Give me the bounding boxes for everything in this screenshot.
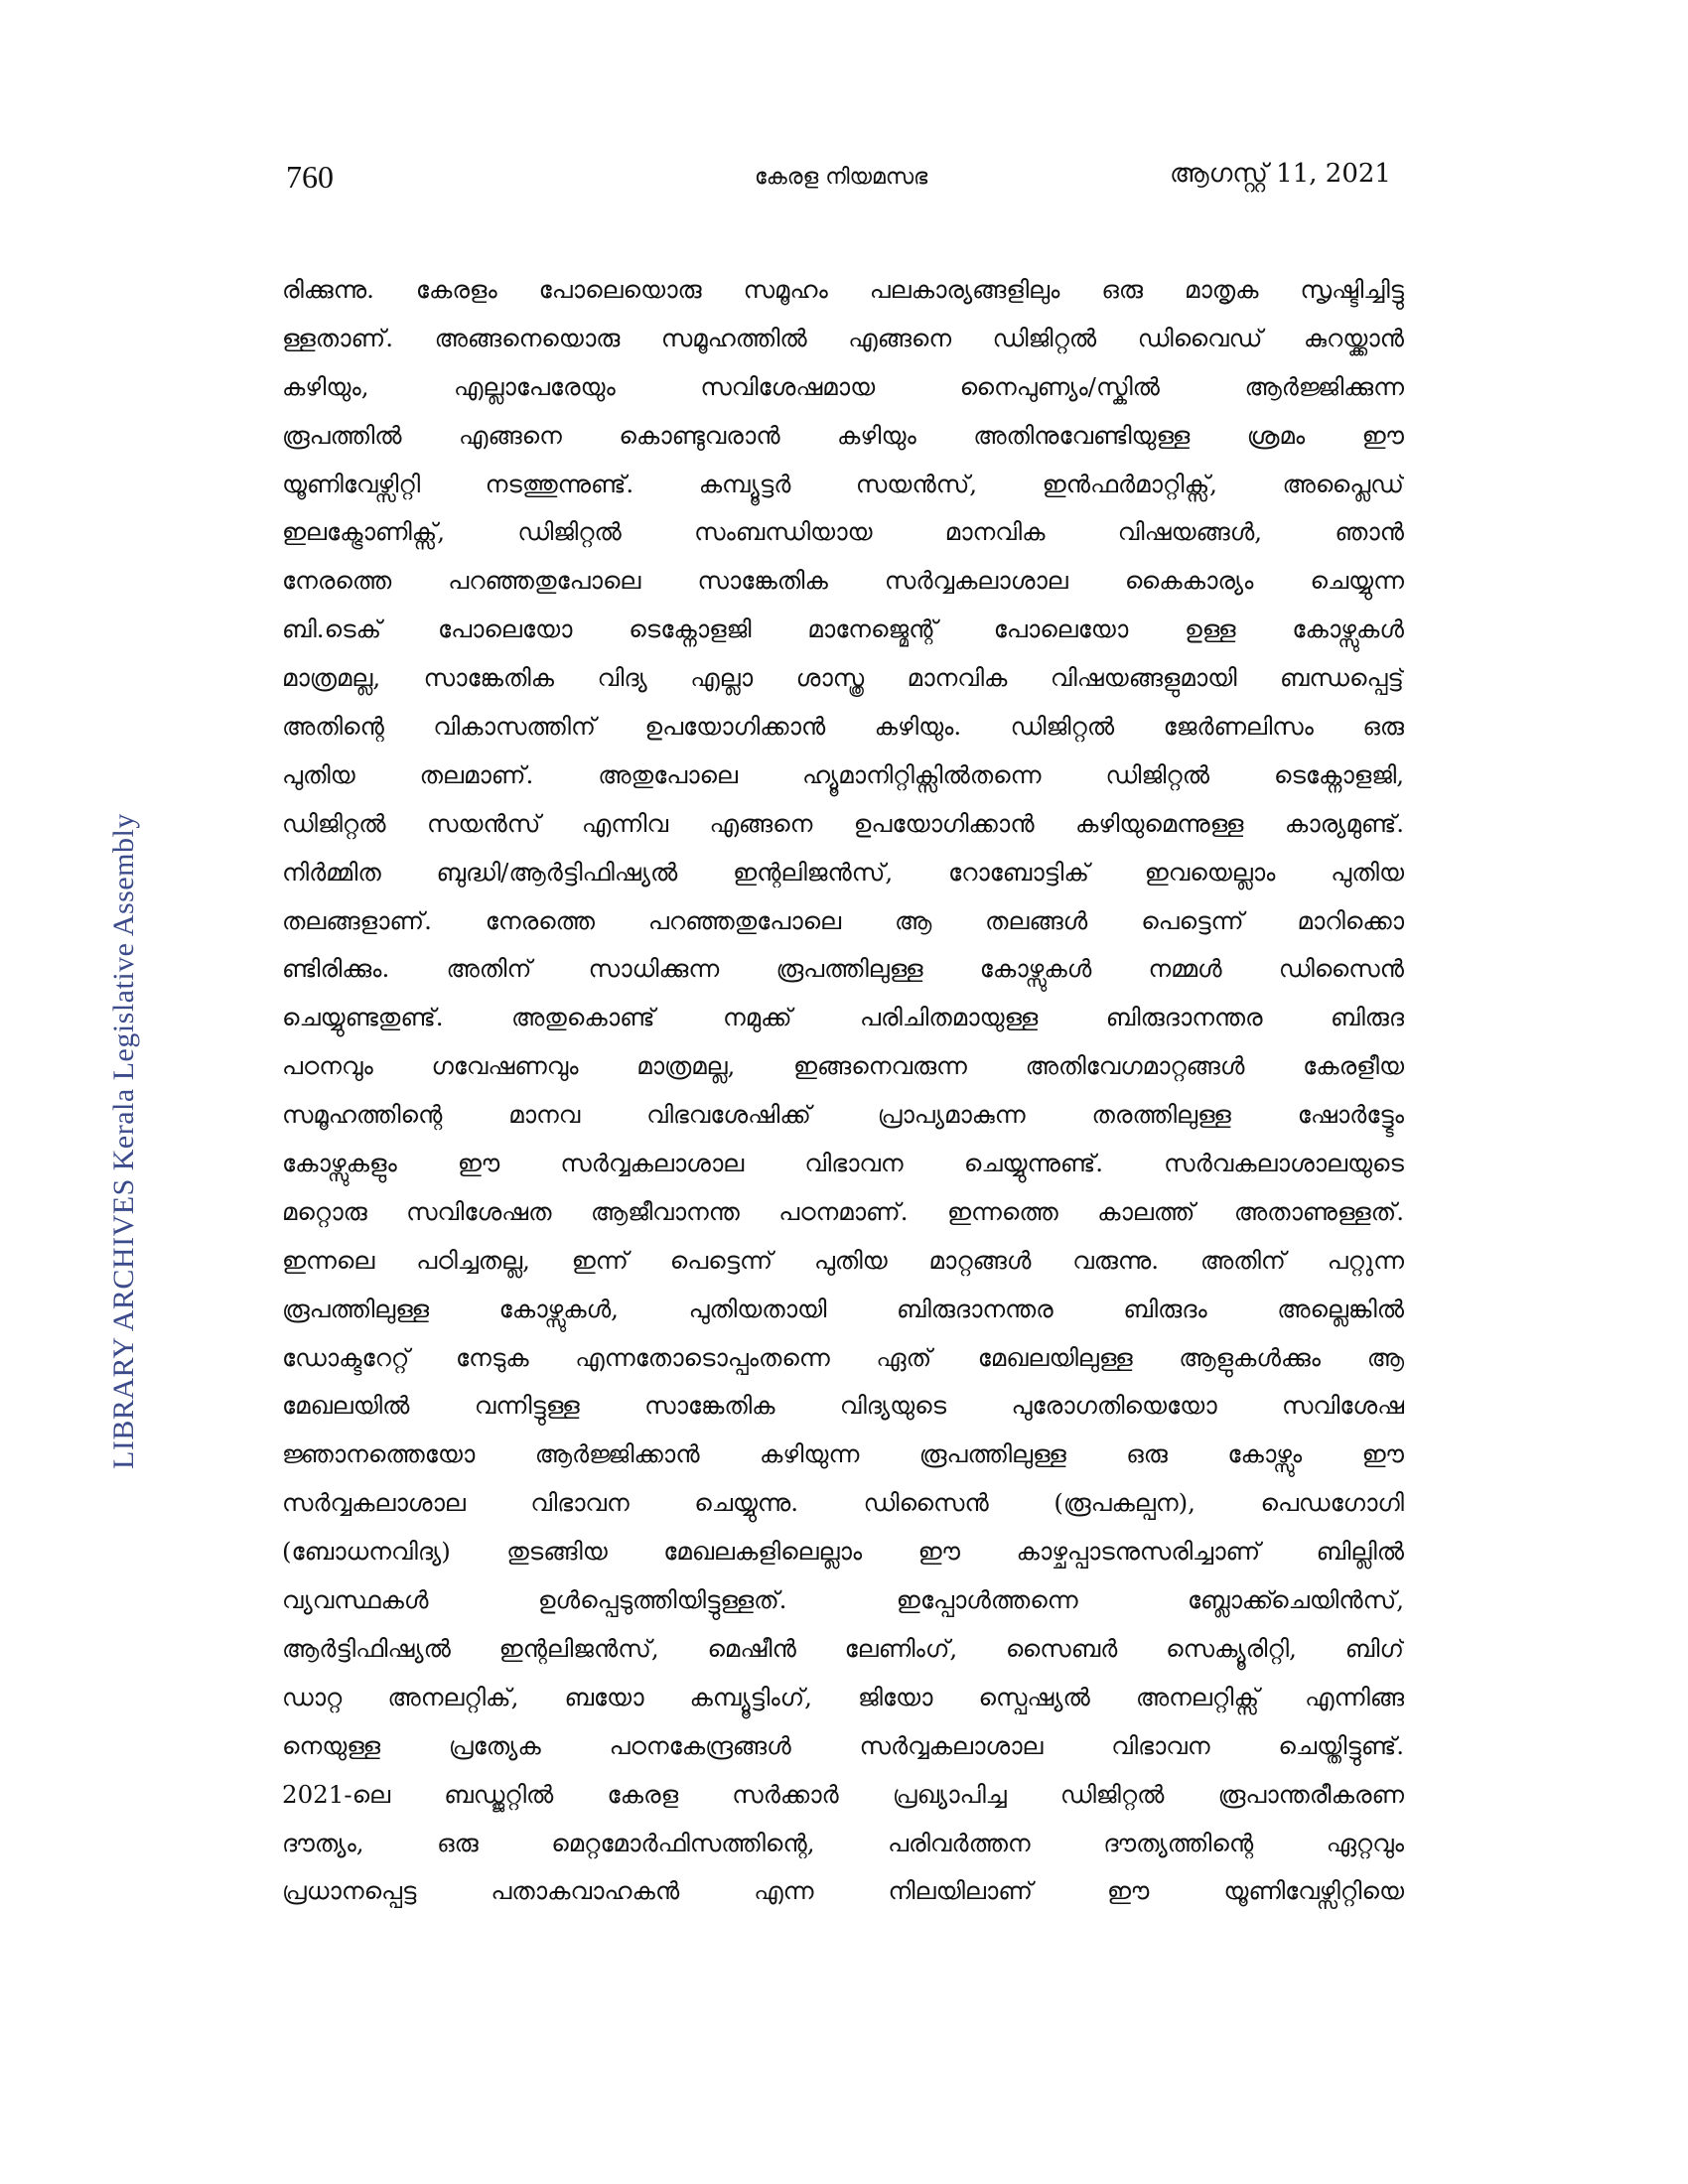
text-line: രിക്കുന്നു. കേരളം പോലെയൊരു സമൂഹം പലകാര്യങ്ങളിലും ഒരു മാതൃക സൃഷ്ടിച്ചിട്ടു [282,275,1404,304]
text-line: ബി.ടെക് പോലെയോ ടെക്നോളജി മാനേജ്മെന്റ് പോലെയോ ഉള്ള കോഴ്സുകൾ [282,614,1404,644]
text-line: രൂപത്തിൽ എങ്ങനെ കൊണ്ടുവരാൻ കഴിയും അതിനുവേണ്ടിയുള്ള ശ്രമം ഈ [282,420,1404,450]
text-line: ഇലക്ട്രോണിക്സ്, ഡിജിറ്റൽ സംബന്ധിയായ മാനവിക വിഷയങ്ങൾ, ഞാൻ [282,517,1404,547]
text-line: ഡാറ്റ അനലറ്റിക്, ബയോ കമ്പ്യൂട്ടിംഗ്, ജിയോ സ്പെഷ്യൽ അനലറ്റിക്സ് എന്നിങ്ങ [282,1682,1404,1711]
text-line: സമൂഹത്തിന്റെ മാനവ വിഭവശേഷിക്ക് പ്രാപ്യമാകുന്ന തരത്തിലുള്ള ഷോർട്ട്ടേം [282,1100,1404,1130]
text-line: ആർട്ടിഫിഷ്യൽ ഇന്റലിജൻസ്, മെഷീൻ ലേണിംഗ്, സൈബർ സെക്യൂരിറ്റി, ബിഗ് [282,1633,1404,1663]
text-line: ഡോക്ടറേറ്റ് നേടുക എന്നതോടൊപ്പംതന്നെ ഏത് മേഖലയിലുള്ള ആളുകൾക്കും ആ [282,1342,1404,1372]
text-line: മറ്റൊരു സവിശേഷത ആജീവാനന്ത പഠനമാണ്. ഇന്നത്തെ കാലത്ത് അതാണുള്ളത്. [282,1196,1404,1226]
text-line: നേരത്തെ പറഞ്ഞതുപോലെ സാങ്കേതിക സർവ്വകലാശാല കൈകാര്യം ചെയ്യുന്ന [282,566,1404,596]
text-line: തലങ്ങളാണ്. നേരത്തെ പറഞ്ഞതുപോലെ ആ തലങ്ങൾ പെട്ടെന്ന് മാറിക്കൊ [282,905,1404,935]
text-line: നെയുള്ള പ്രത്യേക പഠനകേന്ദ്രങ്ങൾ സർവ്വകലാശാല വിഭാവന ചെയ്തിട്ടുണ്ട്. [282,1730,1404,1760]
text-line: യൂണിവേഴ്സിറ്റി നടത്തുന്നുണ്ട്. കമ്പ്യൂട്ടർ സയൻസ്, ഇൻഫർമാറ്റിക്സ്, അപ്ലൈഡ് [282,469,1404,498]
text-line: സർവ്വകലാശാല വിഭാവന ചെയ്യുന്നു. ഡിസൈൻ (രൂപകല്പന), പെഡഗോഗി [282,1488,1404,1518]
text-line: ഡിജിറ്റൽ സയൻസ് എന്നിവ എങ്ങനെ ഉപയോഗിക്കാൻ കഴിയുമെന്നുള്ള കാര്യമുണ്ട്. [282,808,1404,838]
text-line: മേഖലയിൽ വന്നിട്ടുള്ള സാങ്കേതിക വിദ്യയുടെ പുരോഗതിയെയോ സവിശേഷ [282,1391,1404,1421]
text-line: ണ്ടിരിക്കും. അതിന് സാധിക്കുന്ന രൂപത്തിലുള്ള കോഴ്സുകൾ നമ്മൾ ഡിസൈൻ [282,954,1404,984]
text-line: കഴിയും, എല്ലാപേരേയും സവിശേഷമായ നൈപുണ്യം/സ്കിൽ ആർജ്ജിക്കുന്ന [282,371,1404,401]
text-line: മാത്രമല്ല, സാങ്കേതിക വിദ്യ എല്ലാ ശാസ്ത്ര മാനവിക വിഷയങ്ങളുമായി ബന്ധപ്പെട്ട് [282,663,1404,693]
side-watermark: LIBRARY ARCHIVES Kerala Legislative Assembly [107,813,140,1469]
text-line: നിർമ്മിത ബുദ്ധി/ആർട്ടിഫിഷ്യൽ ഇന്റലിജൻസ്, റോബോട്ടിക് ഇവയെല്ലാം പുതിയ [282,857,1404,887]
page-number: 760 [286,159,334,195]
body-text [282,266,1404,1916]
text-line: ജ്ഞാനത്തെയോ ആർജ്ജിക്കാൻ കഴിയുന്ന രൂപത്തിലുള്ള ഒരു കോഴ്സും ഈ [282,1439,1404,1469]
header-date: ആഗസ്റ്റ് 11, 2021 [1170,159,1391,189]
text-line: ള്ളതാണ്. അങ്ങനെയൊരു സമൂഹത്തിൽ എങ്ങനെ ഡിജിറ്റൽ ഡിവൈഡ് കുറയ്ക്കാൻ [282,323,1404,352]
text-line: പുതിയ തലമാണ്. അതുപോലെ ഹ്യൂമാനിറ്റിക്സിൽതന്നെ ഡിജിറ്റൽ ടെക്നോളജി, [282,759,1404,789]
text-line: (ബോധനവിദ്യ) തുടങ്ങിയ മേഖലകളിലെല്ലാം ഈ കാഴ്ചപ്പാടനുസരിച്ചാണ് ബില്ലിൽ [282,1537,1404,1567]
text-line: രൂപത്തിലുള്ള കോഴ്സുകൾ, പുതിയതായി ബിരുദാനന്തര ബിരുദം അല്ലെങ്കിൽ [282,1294,1404,1323]
text-line: പ്രധാനപ്പെട്ട പതാകവാഹകൻ എന്ന നിലയിലാണ് ഈ യൂണിവേഴ്സിറ്റിയെ [282,1876,1404,1906]
text-line: 2021-ലെ ബഡ്ജറ്റിൽ കേരള സർക്കാർ പ്രഖ്യാപിച്ച ഡിജിറ്റൽ രൂപാന്തരീകരണ [282,1779,1404,1809]
text-line: ചെയ്യുണ്ടതുണ്ട്. അതുകൊണ്ട് നമുക്ക് പരിചിതമായുള്ള ബിരുദാനന്തര ബിരുദ [282,1003,1404,1032]
text-line: ദൗത്യം, ഒരു മെറ്റമോർഫിസത്തിന്റെ, പരിവർത്തന ദൗത്യത്തിന്റെ ഏറ്റവും [282,1828,1404,1857]
text-line: പഠനവും ഗവേഷണവും മാത്രമല്ല, ഇങ്ങനെവരുന്ന അതിവേഗമാറ്റങ്ങൾ കേരളീയ [282,1051,1404,1081]
text-line: ഇന്നലെ പഠിച്ചതല്ല, ഇന്ന് പെട്ടെന്ന് പുതിയ മാറ്റങ്ങൾ വരുന്നു. അതിന് പറ്റുന്ന [282,1245,1404,1275]
text-line: അതിന്റെ വികാസത്തിന് ഉപയോഗിക്കാൻ കഴിയും. ഡിജിറ്റൽ ജേർണലിസം ഒരു [282,712,1404,742]
text-line: കോഴ്സുകളും ഈ സർവ്വകലാശാല വിഭാവന ചെയ്യുന്നുണ്ട്. സർവകലാശാലയുടെ [282,1149,1404,1178]
text-line: വ്യവസ്ഥകൾ ഉൾപ്പെടുത്തിയിട്ടുള്ളത്. ഇപ്പോൾത്തന്നെ ബ്ലോക്ക്ചെയിൻസ്, [282,1585,1404,1615]
running-title: കേരള നിയമസഭ [755,165,928,190]
